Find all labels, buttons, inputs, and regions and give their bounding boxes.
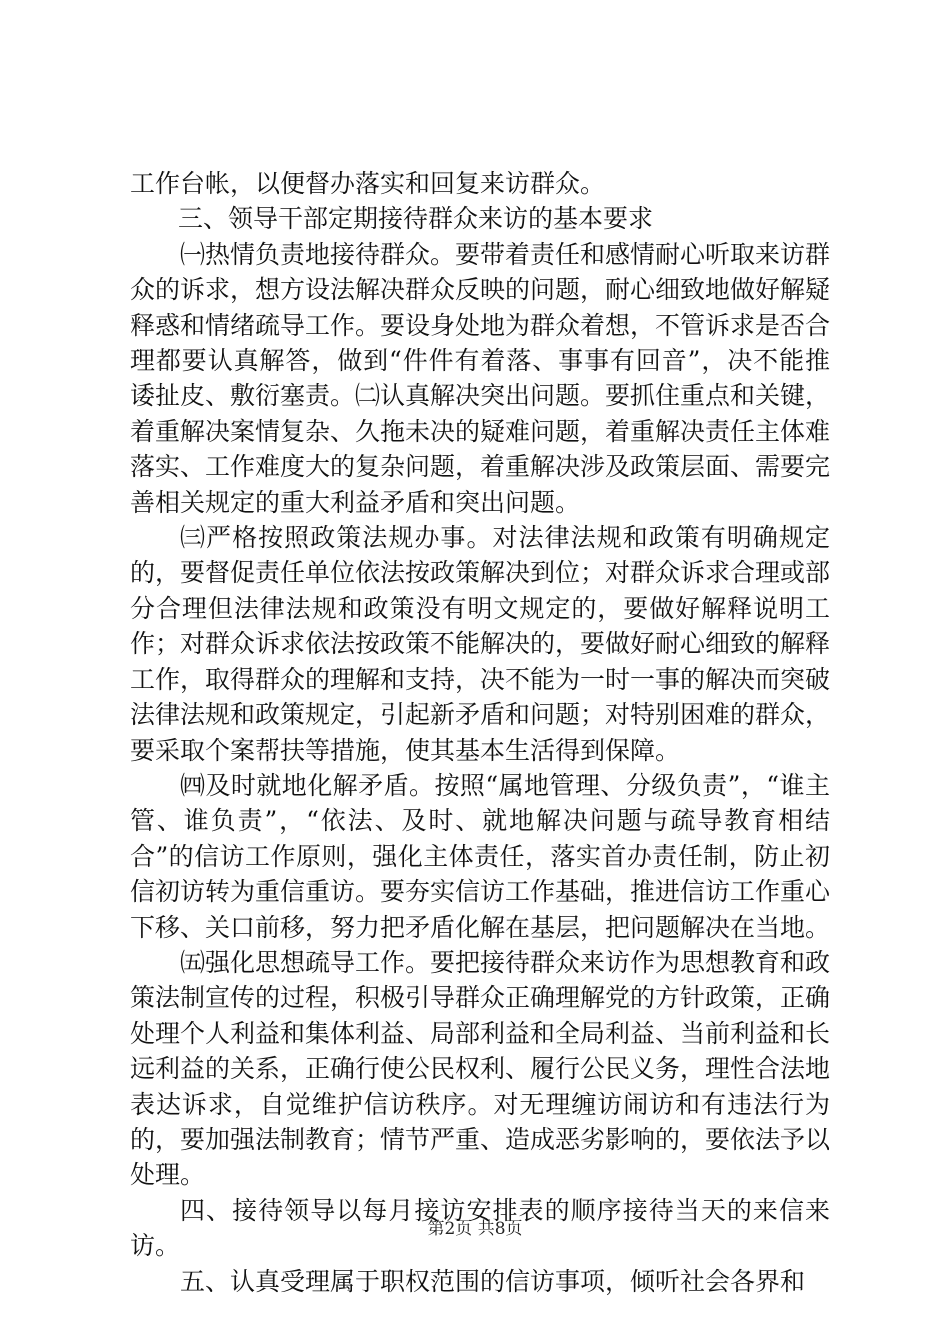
section-heading-three: 三、领导干部定期接待群众来访的基本要求 bbox=[178, 204, 654, 234]
document-body bbox=[130, 166, 830, 1299]
paragraph-item-four: ㈣及时就地化解矛盾。按照“属地管理、分级负责”，“谁主管、谁负责”，“依法、及时、就地解决问题与疏导教育相结合”的信访工作原则，强化主体责任，落实首办责任制，防止初信初访转为重信重访。要夯实信访工作基础，推进信访工作重心下移、关口前移，努力把矛盾化解在基层，把问题解决在当地。 bbox=[130, 770, 831, 942]
section-five: 五、认真受理属于职权范围的信访事项，倾听社会各界和 bbox=[180, 1266, 806, 1296]
paragraph-continuation: 工作台帐，以便督办落实和回复来访群众。 bbox=[130, 169, 606, 198]
paragraph-item-three: ㈢严格按照政策法规办事。对法律法规和政策有明确规定的，要督促责任单位依法按政策解决到位；对群众诉求合理或部分合理但法律法规和政策没有明文规定的，要做好解释说明工作；对群众诉求依法按政策不能解决的，要做好耐心细致的解释工作，取得群众的理解和支持，决不能为一时一事的解决而突破法律法规和政策规定，引起新矛盾和问题；对特别困难的群众，要采取个案帮扶等措施，使其基本生活得到保障。 bbox=[130, 523, 831, 765]
paragraph-item-one-two: ㈠热情负责地接待群众。要带着责任和感情耐心听取来访群众的诉求，想方设法解决群众反映的问题，耐心细致地做好解疑释惑和情绪疏导工作。要设身处地为群众着想，不管诉求是否合理都要认真解答，做到“件件有着落、事事有回音”，决不能推诿扯皮、敷衍塞责。㈡认真解决突出问题。要抓住重点和关键，着重解决案情复杂、久拖未决的疑难问题，着重解决责任主体难落实、工作难度大的复杂问题，着重解决涉及政策层面、需要完善相关规定的重大利益矛盾和突出问题。 bbox=[130, 239, 831, 517]
page-footer: 第2页 共8页 bbox=[427, 1219, 523, 1239]
paragraph-item-five: ㈤强化思想疏导工作。要把接待群众来访作为思想教育和政策法制宣传的过程，积极引导群众正确理解党的方针政策，正确处理个人利益和集体利益、局部利益和全局利益、当前利益和长远利益的关系，正确行使公民权利、履行公民义务，理性合法地表达诉求，自觉维护信访秩序。对无理缠访闹访和有违法行为的，要加强法制教育；情节严重、造成恶劣影响的，要依法予以处理。 bbox=[130, 947, 831, 1190]
section-four: 四、接待领导以每月接访安排表的顺序接待当天的来信来访。 bbox=[130, 1195, 830, 1261]
